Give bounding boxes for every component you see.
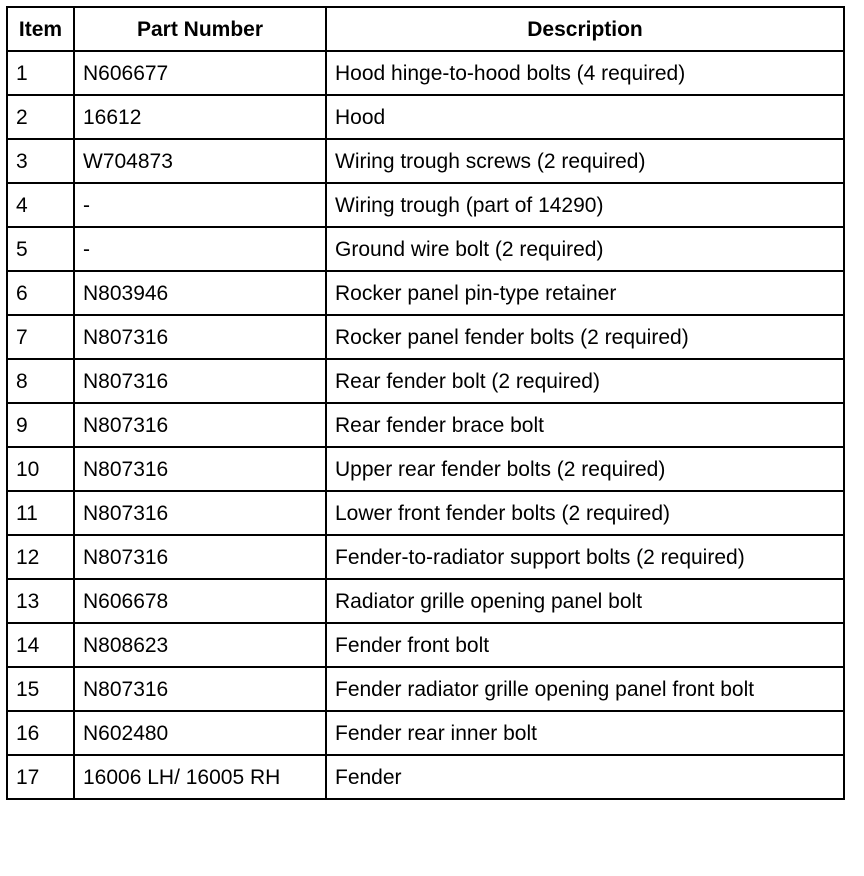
cell-part-number: N807316 bbox=[74, 535, 326, 579]
cell-description: Fender rear inner bolt bbox=[326, 711, 844, 755]
cell-item: 8 bbox=[7, 359, 74, 403]
cell-part-number: N808623 bbox=[74, 623, 326, 667]
cell-item: 10 bbox=[7, 447, 74, 491]
cell-item: 3 bbox=[7, 139, 74, 183]
cell-item: 2 bbox=[7, 95, 74, 139]
cell-description: Rocker panel fender bolts (2 required) bbox=[326, 315, 844, 359]
table-row bbox=[7, 447, 844, 491]
cell-part-number: N807316 bbox=[74, 315, 326, 359]
table-row bbox=[7, 491, 844, 535]
cell-item: 16 bbox=[7, 711, 74, 755]
cell-part-number: N602480 bbox=[74, 711, 326, 755]
cell-description: Wiring trough screws (2 required) bbox=[326, 139, 844, 183]
table-row bbox=[7, 139, 844, 183]
cell-description: Radiator grille opening panel bolt bbox=[326, 579, 844, 623]
table-row bbox=[7, 535, 844, 579]
cell-description: Upper rear fender bolts (2 required) bbox=[326, 447, 844, 491]
cell-item: 7 bbox=[7, 315, 74, 359]
cell-part-number: N807316 bbox=[74, 403, 326, 447]
cell-description: Fender radiator grille opening panel front bolt bbox=[326, 667, 844, 711]
table-row bbox=[7, 315, 844, 359]
cell-part-number: - bbox=[74, 183, 326, 227]
cell-part-number: N807316 bbox=[74, 491, 326, 535]
table-row bbox=[7, 51, 844, 95]
cell-item: 9 bbox=[7, 403, 74, 447]
cell-part-number: N807316 bbox=[74, 667, 326, 711]
cell-item: 17 bbox=[7, 755, 74, 799]
table-row bbox=[7, 667, 844, 711]
cell-item: 13 bbox=[7, 579, 74, 623]
parts-table bbox=[6, 6, 845, 800]
cell-item: 4 bbox=[7, 183, 74, 227]
cell-part-number: 16006 LH/ 16005 RH bbox=[74, 755, 326, 799]
cell-description: Rocker panel pin-type retainer bbox=[326, 271, 844, 315]
table-row bbox=[7, 227, 844, 271]
table-row bbox=[7, 579, 844, 623]
cell-description: Fender front bolt bbox=[326, 623, 844, 667]
cell-part-number: N606677 bbox=[74, 51, 326, 95]
header-item: Item bbox=[7, 7, 74, 51]
cell-item: 1 bbox=[7, 51, 74, 95]
cell-part-number: W704873 bbox=[74, 139, 326, 183]
cell-item: 14 bbox=[7, 623, 74, 667]
cell-description: Hood bbox=[326, 95, 844, 139]
header-description: Description bbox=[326, 7, 844, 51]
cell-item: 5 bbox=[7, 227, 74, 271]
cell-description: Lower front fender bolts (2 required) bbox=[326, 491, 844, 535]
header-part-number: Part Number bbox=[74, 7, 326, 51]
cell-part-number: - bbox=[74, 227, 326, 271]
cell-description: Rear fender brace bolt bbox=[326, 403, 844, 447]
cell-part-number: 16612 bbox=[74, 95, 326, 139]
table-row bbox=[7, 755, 844, 799]
cell-part-number: N803946 bbox=[74, 271, 326, 315]
cell-description: Fender bbox=[326, 755, 844, 799]
header-row bbox=[7, 7, 844, 51]
cell-part-number: N606678 bbox=[74, 579, 326, 623]
table-row bbox=[7, 271, 844, 315]
cell-item: 15 bbox=[7, 667, 74, 711]
cell-item: 11 bbox=[7, 491, 74, 535]
cell-description: Wiring trough (part of 14290) bbox=[326, 183, 844, 227]
table-header bbox=[7, 7, 844, 51]
table-row bbox=[7, 183, 844, 227]
table-row bbox=[7, 95, 844, 139]
cell-item: 12 bbox=[7, 535, 74, 579]
table-row bbox=[7, 403, 844, 447]
table-row bbox=[7, 359, 844, 403]
cell-part-number: N807316 bbox=[74, 359, 326, 403]
cell-description: Rear fender bolt (2 required) bbox=[326, 359, 844, 403]
table-row bbox=[7, 711, 844, 755]
cell-part-number: N807316 bbox=[74, 447, 326, 491]
cell-item: 6 bbox=[7, 271, 74, 315]
cell-description: Hood hinge-to-hood bolts (4 required) bbox=[326, 51, 844, 95]
cell-description: Ground wire bolt (2 required) bbox=[326, 227, 844, 271]
table-row bbox=[7, 623, 844, 667]
table-body bbox=[7, 51, 844, 799]
cell-description: Fender-to-radiator support bolts (2 required) bbox=[326, 535, 844, 579]
